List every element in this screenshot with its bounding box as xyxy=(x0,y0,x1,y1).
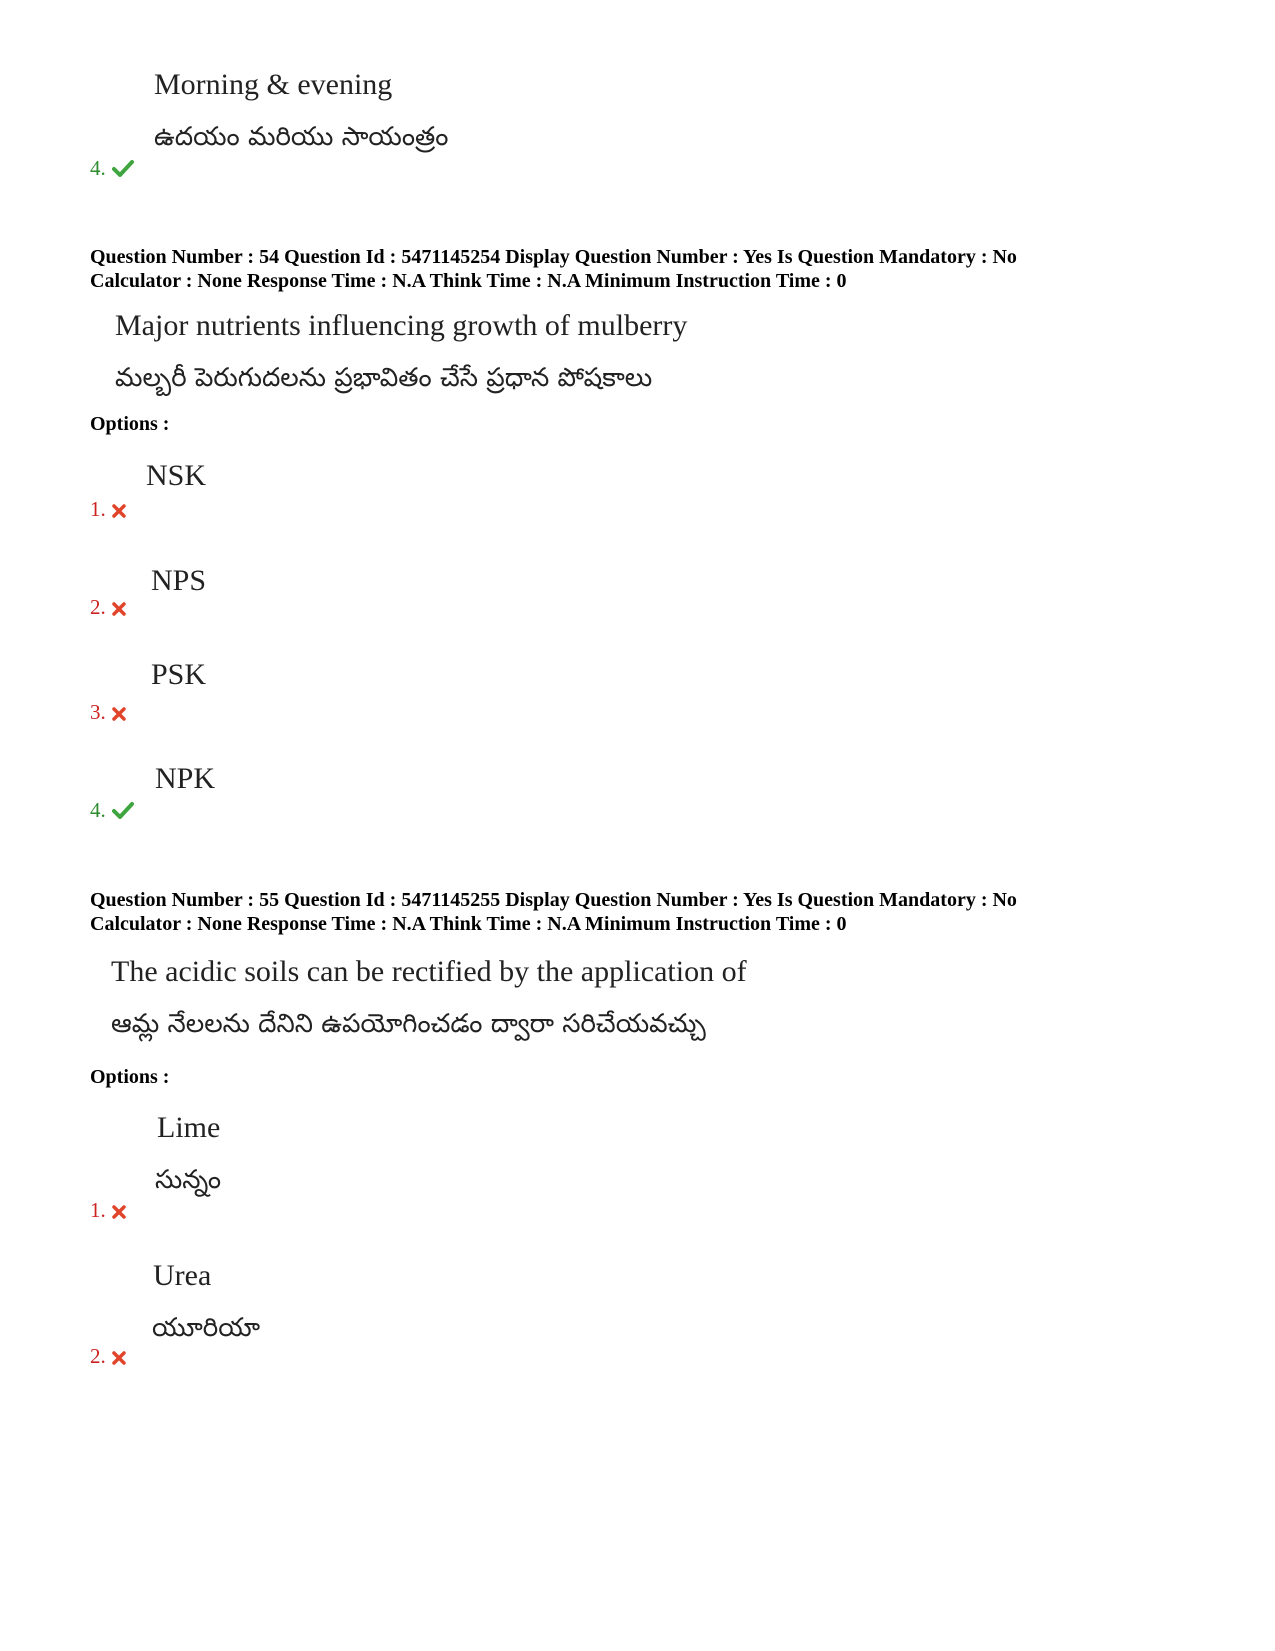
options-label: Options : xyxy=(90,1066,170,1088)
option-text: Lime xyxy=(157,1111,221,1144)
question-meta-line2: Calculator : None Response Time : N.A Think Time : N.A Minimum Instruction Time : 0 xyxy=(90,913,847,935)
option-number xyxy=(90,156,134,183)
question-text: The acidic soils can be rectified by the application of xyxy=(111,955,747,988)
option-text: NPK xyxy=(155,762,216,795)
option-number-label: 4. xyxy=(90,156,106,180)
option-text-telugu: యూరియా xyxy=(152,1313,261,1343)
check-icon xyxy=(112,800,134,825)
option-number xyxy=(90,595,126,622)
option-number xyxy=(90,798,134,825)
option-text-telugu: సున్నం xyxy=(155,1165,222,1195)
option-number-label: 2. xyxy=(90,1344,106,1368)
cross-icon xyxy=(112,1200,126,1225)
cross-icon xyxy=(112,1346,126,1371)
cross-icon xyxy=(112,702,126,727)
option-text: Morning & evening xyxy=(154,68,393,101)
check-icon xyxy=(112,158,134,183)
option-text: PSK xyxy=(151,658,207,691)
question-text-telugu: మల్బరీ పెరుగుదలను ప్రభావితం చేసే ప్రధాన పోషకాలు xyxy=(115,363,653,393)
option-number xyxy=(90,1198,126,1225)
option-text: NSK xyxy=(146,459,207,492)
option-text: Urea xyxy=(153,1259,212,1292)
option-number-label: 1. xyxy=(90,1198,106,1222)
option-number xyxy=(90,700,126,727)
question-meta-line2: Calculator : None Response Time : N.A Think Time : N.A Minimum Instruction Time : 0 xyxy=(90,270,847,292)
option-number xyxy=(90,497,126,524)
option-number-label: 2. xyxy=(90,595,106,619)
question-meta-line1: Question Number : 54 Question Id : 5471145254 Display Question Number : Yes Is Question Mandatory : No xyxy=(90,246,1017,268)
question-text: Major nutrients influencing growth of mulberry xyxy=(115,309,688,342)
option-text: NPS xyxy=(151,564,207,597)
option-number-label: 3. xyxy=(90,700,106,724)
option-number xyxy=(90,1344,126,1371)
option-number-label: 4. xyxy=(90,798,106,822)
question-text-telugu: ఆమ్ల నేలలను దేనిని ఉపయోగించడం ద్వారా సరిచేయవచ్చు xyxy=(111,1009,706,1039)
option-text-telugu: ఉదయం మరియు సాయంత్రం xyxy=(154,122,449,152)
cross-icon xyxy=(112,597,126,622)
options-label: Options : xyxy=(90,413,170,435)
option-number-label: 1. xyxy=(90,497,106,521)
cross-icon xyxy=(112,499,126,524)
question-meta-line1: Question Number : 55 Question Id : 5471145255 Display Question Number : Yes Is Question Mandatory : No xyxy=(90,889,1017,911)
